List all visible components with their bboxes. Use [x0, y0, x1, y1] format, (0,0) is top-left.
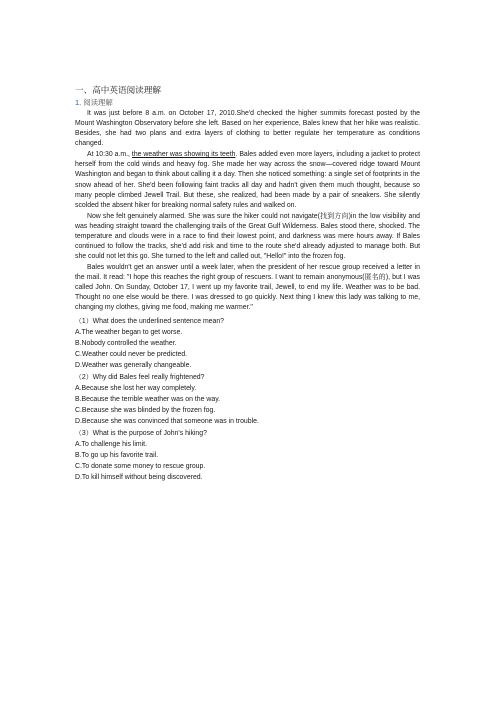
passage-paragraph-2	[75, 150, 420, 211]
question-list	[75, 316, 420, 484]
answer-option: A.To challenge his limit.	[75, 440, 148, 448]
question-number: 1.	[75, 98, 82, 107]
passage-paragraph-1: It was just before 8 a.m. on October 17, 2010.She'd checked the higher summits forecast posted by the Mount Washington Observatory before she left. Based on her experience, Bales knew that her hike was realistic. Besides, she had two plans and extra layers of clothing to better regulate her temperature as conditions changed.	[75, 110, 420, 148]
answer-option: C.Because she was blinded by the frozen fog.	[75, 407, 216, 415]
underlined-sentence: the weather was showing its teeth	[131, 151, 236, 159]
paragraph-2-lead: At 10:30 a.m.,	[87, 151, 132, 159]
question-stem: （1）What does the underlined sentence mean?	[75, 317, 225, 325]
question-stem: （2）Why did Bales feel really frightened?	[75, 373, 205, 381]
question-heading	[75, 97, 420, 108]
answer-option: D.Weather was generally changeable.	[75, 362, 192, 370]
section-title: 一、高中英语阅读理解	[75, 85, 161, 95]
question-label: 阅读理解	[83, 98, 113, 107]
answer-option: B.To go up his favorite trail.	[75, 452, 159, 460]
answer-option: C.Weather could never be predicted.	[75, 351, 188, 359]
answer-option: B.Nobody controlled the weather.	[75, 340, 177, 348]
answer-option: D.To kill himself without being discovered.	[75, 474, 203, 482]
passage	[75, 109, 420, 314]
answer-option: C.To donate some money to rescue group.	[75, 463, 206, 471]
question-3	[75, 428, 420, 484]
answer-option: B.Because the terrible weather was on the way.	[75, 396, 221, 404]
question-stem: （3）What is the purpose of John's hiking?	[75, 429, 207, 437]
passage-paragraph-4: Bales wouldn't get an answer until a week later, when the president of her rescue group received a letter in the mail. It read: "I hope this reaches the right group of rescuers. I want to remain anonymous(匿名的), but I was called John. On Sunday, October 17, I went up my favorite trail, Jewell, to end my life. Weather was to be bad. Thought no one else would be there. I was dressed to go quickly. Next thing I knew this lady was talking to me, changing my clothes, giving me food, making me warmer."	[75, 263, 420, 312]
passage-paragraph-3: Now she felt genuinely alarmed. She was sure the hiker could not navigate(找到方向)in the low visibility and was heading straight toward the challenging trails of the Great Gulf Wilderness. Bales stood there, shocked. The temperature and clouds were in a race to find their lowest point, and darkness was mere hours away. If Bales continued to follow the tracks, she'd add risk and time to the route she'd already adjusted to manage both. But she could not let this go. She turned to the left and called out, "Hello!" into the frozen fog.	[75, 212, 420, 261]
answer-option: A.The weather began to get worse.	[75, 328, 183, 336]
answer-option: D.Because she was convinced that someone was in trouble.	[75, 418, 259, 426]
answer-option: A.Because she lost her way completely.	[75, 384, 197, 392]
document-page	[75, 84, 420, 484]
question-1	[75, 316, 420, 372]
question-2	[75, 372, 420, 428]
paragraph-2-rest: . Bales added even more layers, including a jacket to protect herself from the cold winds and heavy fog. She made her way across the snow—covered ridge toward Mount Washington and began to think about calling it a day. Then she noticed something: a single set of footprints in the snow ahead of her. She'd been following faint tracks all day and hadn't given them much thought, because so many people climbed Jewell Trail. But these, she realized, had been made by a pair of sneakers. She silently scolded the absent hiker for breaking normal safety rules and walked on.	[75, 151, 420, 209]
